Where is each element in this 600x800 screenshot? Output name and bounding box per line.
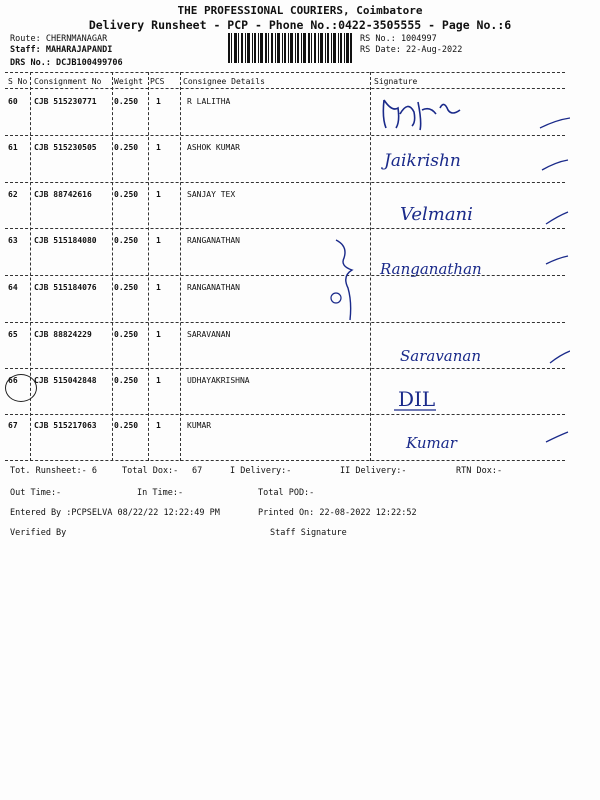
total-pod: Total POD:- [258, 488, 315, 498]
row-weight: 0.250 [114, 190, 139, 199]
signature-image [370, 335, 570, 375]
row-signature: Ranganathan [380, 260, 482, 278]
i-delivery: I Delivery:- [230, 466, 292, 476]
route-label: Route: CHERNMANAGAR [10, 34, 108, 44]
row-consignee: R LALITHA [187, 97, 231, 106]
row-consignment: CJB 515042848 [34, 376, 97, 385]
row-sno: 67 [8, 421, 18, 430]
row-consignment: CJB 515184076 [34, 283, 97, 292]
row-consignment: CJB 515230771 [34, 97, 97, 106]
row-pcs: 1 [156, 283, 161, 292]
row-pcs: 1 [156, 97, 161, 106]
row-weight: 0.250 [114, 143, 139, 152]
row-pcs: 1 [156, 143, 161, 152]
row-rule [5, 228, 565, 229]
signature-image [370, 190, 570, 230]
column-divider [30, 72, 31, 461]
row-consignment: CJB 515184080 [34, 236, 97, 245]
row-sno: 66 [8, 376, 18, 385]
header-weight: Weight [114, 77, 143, 86]
total-dox-label: Total Dox:- [122, 466, 179, 476]
printed-on: Printed On: 22-08-2022 12:22:52 [258, 508, 417, 518]
row-pcs: 1 [156, 421, 161, 430]
row-consignment: CJB 515217063 [34, 421, 97, 430]
out-time: Out Time:- [10, 488, 62, 498]
rs-number: RS No.: 1004997 [360, 34, 437, 44]
row-weight: 0.250 [114, 376, 139, 385]
signature-image [370, 378, 570, 418]
signature-image [370, 422, 570, 462]
row-rule [5, 135, 565, 136]
bracket-mark [318, 236, 368, 324]
column-divider [180, 72, 181, 461]
row-consignee: KUMAR [187, 421, 212, 430]
column-divider [148, 72, 149, 461]
barcode [228, 33, 352, 63]
row-consignee: SANJAY TEX [187, 190, 236, 199]
rtn-dox: RTN Dox:- [456, 466, 503, 476]
row-pcs: 1 [156, 330, 161, 339]
header-pcs: PCS [150, 77, 165, 86]
staff-signature-label: Staff Signature [270, 528, 347, 538]
entered-by: Entered By :PCPSELVA 08/22/22 12:22:49 PM [10, 508, 220, 518]
row-rule [5, 322, 565, 323]
row-sno: 64 [8, 283, 18, 292]
table-top-rule [5, 72, 565, 73]
row-rule [5, 414, 565, 415]
row-sno: 65 [8, 330, 18, 339]
row-consignee: RANGANATHAN [187, 236, 240, 245]
row-consignment: CJB 515230505 [34, 143, 97, 152]
row-signature: Jaikrishn [384, 151, 461, 171]
row-rule [5, 460, 565, 461]
row-consignee: UDHAYAKRISHNA [187, 376, 250, 385]
row-weight: 0.250 [114, 330, 139, 339]
signature-image [370, 140, 570, 180]
row-pcs: 1 [156, 190, 161, 199]
verified-by: Verified By [10, 528, 67, 538]
row-rule [5, 182, 565, 183]
row-consignee: SARAVANAN [187, 330, 231, 339]
row-rule [5, 368, 565, 369]
table-header-rule [5, 88, 565, 89]
row-consignee: ASHOK KUMAR [187, 143, 240, 152]
drs-number: DRS No.: DCJB100499706 [10, 58, 123, 68]
row-sno: 62 [8, 190, 18, 199]
header-consignment: Consignment No [34, 77, 102, 86]
rs-date: RS Date: 22-Aug-2022 [360, 45, 463, 55]
row-sno: 63 [8, 236, 18, 245]
signature-image [370, 92, 570, 132]
row-signature: Kumar [406, 434, 457, 452]
ii-delivery: II Delivery:- [340, 466, 407, 476]
header-signature: Signature [374, 77, 418, 86]
header-sno: S No [8, 77, 28, 86]
row-weight: 0.250 [114, 283, 139, 292]
row-pcs: 1 [156, 376, 161, 385]
column-divider [112, 72, 113, 461]
row-weight: 0.250 [114, 236, 139, 245]
company-title: THE PROFESSIONAL COURIERS, Coimbatore [177, 4, 423, 17]
row-signature: Velmani [400, 204, 473, 225]
total-dox-value: 67 [192, 466, 203, 476]
row-consignee: RANGANATHAN [187, 283, 240, 292]
row-pcs: 1 [156, 236, 161, 245]
in-time: In Time:- [137, 488, 184, 498]
row-sno: 60 [8, 97, 18, 106]
runsheet-subtitle: Delivery Runsheet - PCP - Phone No.:0422-3505555 - Page No.:6 [88, 18, 512, 32]
row-weight: 0.250 [114, 421, 139, 430]
header-consignee: Consignee Details [183, 77, 265, 86]
row-consignment: CJB 88824229 [34, 330, 92, 339]
row-sno: 61 [8, 143, 18, 152]
row-signature: Saravanan [400, 347, 482, 365]
row-weight: 0.250 [114, 97, 139, 106]
row-rule [5, 275, 565, 276]
staff-label: Staff: MAHARAJAPANDI [10, 45, 113, 55]
row-signature: DIL [398, 387, 436, 411]
tot-runsheet: Tot. Runsheet:- 6 [10, 466, 97, 476]
signature-image [370, 248, 570, 288]
row-consignment: CJB 88742616 [34, 190, 92, 199]
